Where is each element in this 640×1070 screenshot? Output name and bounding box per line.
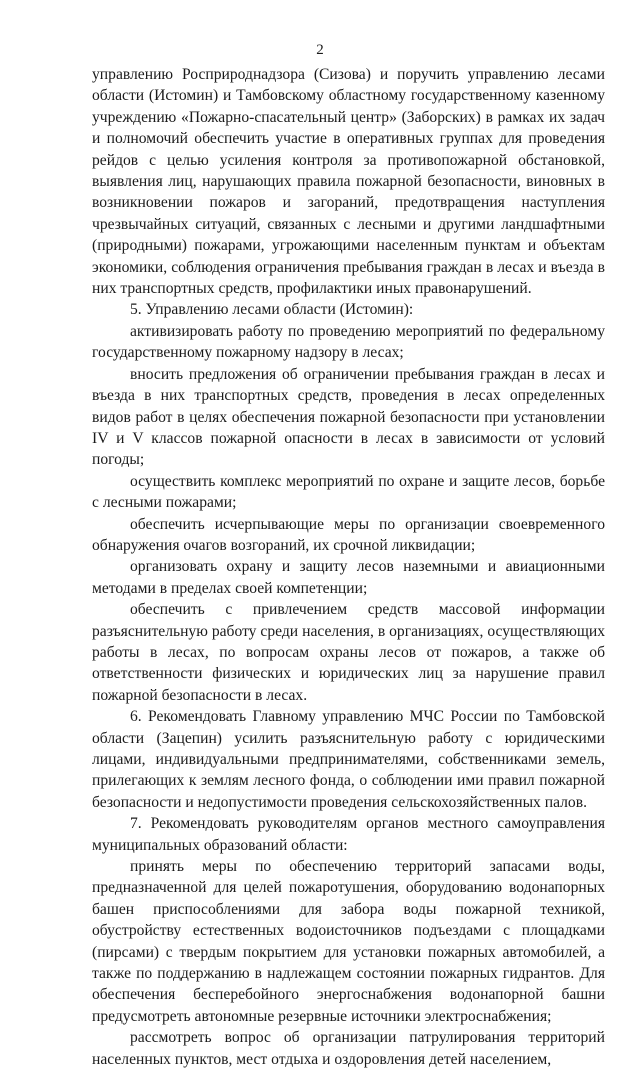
paragraph: обеспечить исчерпывающие меры по организации своевременного обнаружения очагов возгораний, их срочной ликвидации; xyxy=(92,515,605,554)
page-number: 2 xyxy=(316,42,324,58)
paragraph: осуществить комплекс мероприятий по охране и защите лесов, борьбе с лесными пожарами; xyxy=(92,472,605,512)
paragraph: 5. Управлению лесами области (Истомин): xyxy=(130,301,414,319)
paragraph: вносить предложения об ограничении пребывания граждан в лесах и въезда в них транспортных средств, проведения в лесах определенных видов работ в целях обеспечения пожарной безопасности при установлении IV и V классов пожарной опасности в лесах в зависимости от условий погоды; xyxy=(92,365,605,469)
paragraph: организовать охрану и защиту лесов наземными и авиационными методами в пределах своей компетенции; xyxy=(92,558,605,597)
paragraph: принять меры по обеспечению территорий запасами воды, предназначенной для целей пожаротушения, оборудованию водонапорных башен приспособлениями для забора воды пожарной техникой, обустройству естественных водоисточников подъездами с площадками (пирсами) с твердым покрытием для установки пожарных автомобилей, а также по поддержанию в надлежащем состоянии пожарных гидрантов. Для обеспечения бесперебойного энергоснабжения водонапорной башни предусмотреть автономные резервные источники электроснабжения; xyxy=(92,858,605,1025)
paragraph: рассмотреть вопрос об организации патрулирования территорий населенных пунктов, мест отдыха и оздоровления детей населением, xyxy=(92,1029,605,1068)
paragraph: 7. Рекомендовать руководителям органов местного самоуправления муниципальных образований области: xyxy=(92,815,605,854)
paragraph: управлению Росприроднадзора (Сизова) и поручить управлению лесами области (Истомин) и Тамбовскому областному государственному казенному учреждению «Пожарно-спасательный центр» (Заборских) в рамках их задач и полномочий обеспечить участие в оперативных группах для проведения рейдов с целью усиления контроля за противопожарной обстановкой, выявления лиц, нарушающих правила пожарной безопасности, виновных в возникновении пожаров и загораний, предотвращения наступления чрезвычайных ситуаций, связанных с лесными и другими ландшафтными (природными) пожарами, угрожающими населенным пунктам и объектам экономики, соблюдения ограничения пребывания граждан в лесах и въезда в них транспортных средств, профилактики иных правонарушений. xyxy=(92,66,605,298)
document-body xyxy=(92,64,605,1070)
paragraph: активизировать работу по проведению мероприятий по федеральному государственному пожарному надзору в лесах; xyxy=(92,322,605,362)
paragraph: обеспечить с привлечением средств массовой информации разъяснительную работу среди населения, в организациях, осуществляющих работы в лесах, по вопросам охраны лесов от пожаров, а также об ответственности физических и юридических лиц за нарушение правил пожарной безопасности в лесах. xyxy=(92,601,605,704)
paragraph: 6. Рекомендовать Главному управлению МЧС России по Тамбовской области (Зацепин) усилить разъяснительную работу с юридическими лицами, индивидуальными предпринимателями, собственниками земель, прилегающих к землям лесного фонда, о соблюдении ими правил пожарной безопасности и недопустимости проведения сельскохозяйственных палов. xyxy=(92,708,605,811)
